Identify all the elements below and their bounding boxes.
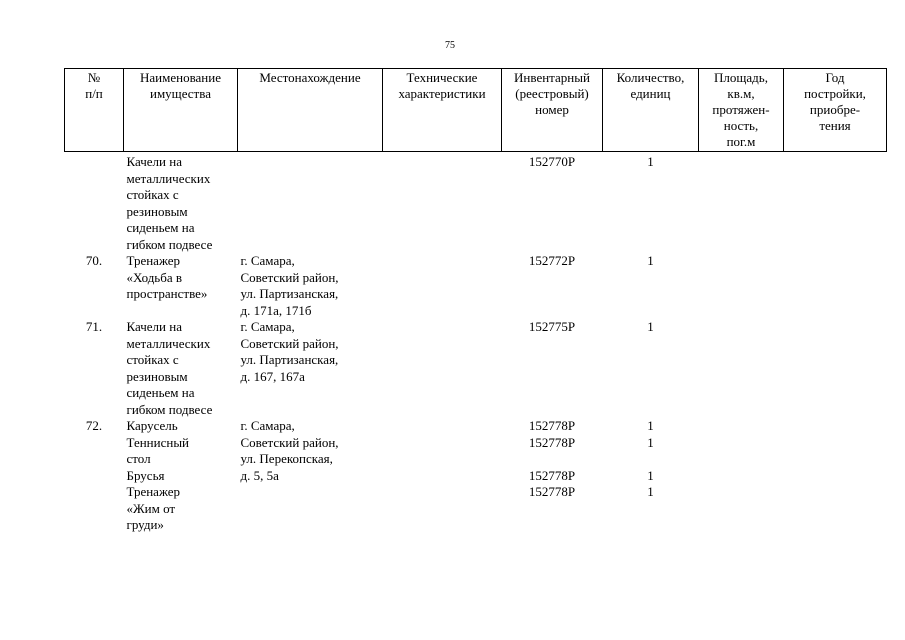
cell-line: Тренажер	[126, 484, 181, 499]
table-row	[65, 418, 887, 534]
header-line: ность,	[723, 118, 759, 133]
header-tech	[383, 69, 502, 152]
cell-line: сиденьем на	[126, 220, 195, 235]
header-line: Площадь,	[714, 70, 768, 85]
cell-line: 152778Р	[528, 484, 576, 499]
row-number: 71.	[85, 319, 103, 334]
cell-line: гибком подвесе	[126, 401, 213, 417]
cell-line: Советский район,	[240, 335, 339, 351]
item-inventory	[502, 253, 603, 319]
item-name	[124, 418, 238, 534]
header-line: кв.м,	[727, 86, 755, 101]
item-year	[784, 418, 887, 534]
item-inventory	[502, 319, 603, 418]
cell-line: 1	[647, 484, 654, 499]
item-tech	[383, 154, 502, 253]
item-year	[784, 154, 887, 253]
item-tech	[383, 319, 502, 418]
table-row	[65, 319, 887, 418]
item-area	[699, 418, 784, 534]
item-year	[784, 319, 887, 418]
row-number	[65, 154, 124, 253]
item-qty	[603, 253, 699, 319]
header-line: пог.м	[726, 134, 756, 149]
cell-line: г. Самара,	[240, 319, 295, 334]
cell-line: д. 5, 5а	[240, 467, 279, 483]
cell-line: 152772Р	[528, 253, 576, 268]
cell-line: 1	[647, 418, 654, 433]
item-year	[784, 253, 887, 319]
item-qty	[603, 319, 699, 418]
header-line: Год	[825, 70, 845, 85]
header-line: единиц	[630, 86, 671, 101]
cell-line: д. 167, 167а	[240, 368, 305, 384]
cell-line: Карусель	[126, 418, 178, 433]
cell-line: стол	[126, 451, 151, 466]
header-line: Технические	[406, 70, 478, 85]
header-line: приобре-	[809, 102, 861, 117]
cell-line: 1	[647, 154, 654, 169]
cell-line: 152778Р	[528, 467, 576, 483]
table-row	[65, 154, 887, 253]
header-name	[124, 69, 238, 152]
header-line: протяжен-	[712, 102, 770, 117]
cell-line: стойках с	[126, 187, 179, 202]
cell-line: Советский район,	[240, 269, 339, 285]
header-line: Количество,	[616, 70, 685, 85]
cell-line: пространстве»	[126, 286, 208, 301]
cell-line	[606, 451, 696, 468]
cell-line: 1	[647, 467, 654, 483]
header-qty	[603, 69, 699, 152]
cell-line: г. Самара,	[240, 418, 295, 433]
table-row	[65, 253, 887, 319]
row-number: 70.	[85, 253, 103, 268]
cell-line: ул. Перекопская,	[240, 451, 333, 466]
cell-line: Качели на	[126, 154, 182, 169]
header-line: Местонахождение	[259, 70, 361, 85]
cell-line: металлических	[126, 335, 211, 351]
table-header-row	[65, 69, 887, 152]
item-location	[238, 154, 383, 253]
header-line: тения	[819, 118, 851, 133]
cell-line: 1	[647, 253, 654, 268]
item-tech	[383, 418, 502, 534]
header-inventory	[502, 69, 603, 152]
item-name	[124, 253, 238, 319]
header-line: имущества	[150, 86, 211, 101]
header-line: Инвентарный	[514, 70, 590, 85]
header-line: Наименование	[140, 70, 221, 85]
page-number: 75	[445, 40, 455, 51]
item-location	[238, 319, 383, 418]
cell-line: д. 171а, 171б	[240, 302, 312, 318]
cell-line: «Ходьба в	[126, 269, 183, 285]
item-area	[699, 154, 784, 253]
cell-line: Теннисный	[126, 434, 190, 450]
item-name	[124, 319, 238, 418]
item-name	[124, 154, 238, 253]
cell-line: Тренажер	[126, 253, 181, 268]
cell-line: груди»	[126, 517, 164, 532]
item-inventory	[502, 418, 603, 534]
header-line: постройки,	[804, 86, 866, 101]
cell-line: гибком подвесе	[126, 236, 213, 252]
item-location	[238, 253, 383, 319]
cell-line: Советский район,	[240, 434, 339, 450]
cell-line: 152778Р	[528, 418, 576, 433]
cell-line: «Жим от	[126, 500, 176, 516]
header-line: номер	[535, 102, 569, 117]
cell-line	[505, 451, 600, 468]
cell-line: 1	[647, 319, 654, 334]
header-area	[699, 69, 784, 152]
header-line: п/п	[85, 86, 103, 101]
cell-line: Брусья	[126, 467, 165, 483]
header-year	[784, 69, 887, 152]
cell-line: Качели на	[126, 319, 182, 334]
cell-line: резиновым	[126, 203, 188, 219]
cell-line: 152770Р	[528, 154, 576, 169]
header-line: (реестровый)	[515, 86, 589, 101]
cell-line: сиденьем на	[126, 385, 195, 400]
cell-line: г. Самара,	[240, 253, 295, 268]
property-table	[64, 68, 887, 534]
cell-line: ул. Партизанская,	[240, 352, 339, 367]
item-location	[238, 418, 383, 534]
cell-line: резиновым	[126, 368, 188, 384]
header-num	[65, 69, 124, 152]
cell-line: металлических	[126, 170, 211, 186]
cell-line: 152775Р	[528, 319, 576, 334]
header-line: №	[87, 70, 101, 85]
header-line: характеристики	[398, 86, 486, 101]
item-inventory	[502, 154, 603, 253]
item-area	[699, 319, 784, 418]
cell-line: ул. Партизанская,	[240, 286, 339, 301]
item-qty	[603, 418, 699, 534]
cell-line: 152778Р	[528, 434, 576, 450]
item-area	[699, 253, 784, 319]
item-tech	[383, 253, 502, 319]
item-qty	[603, 154, 699, 253]
cell-line: стойках с	[126, 352, 179, 367]
cell-line: 1	[647, 434, 654, 450]
row-number: 72.	[85, 418, 103, 433]
header-location	[238, 69, 383, 152]
